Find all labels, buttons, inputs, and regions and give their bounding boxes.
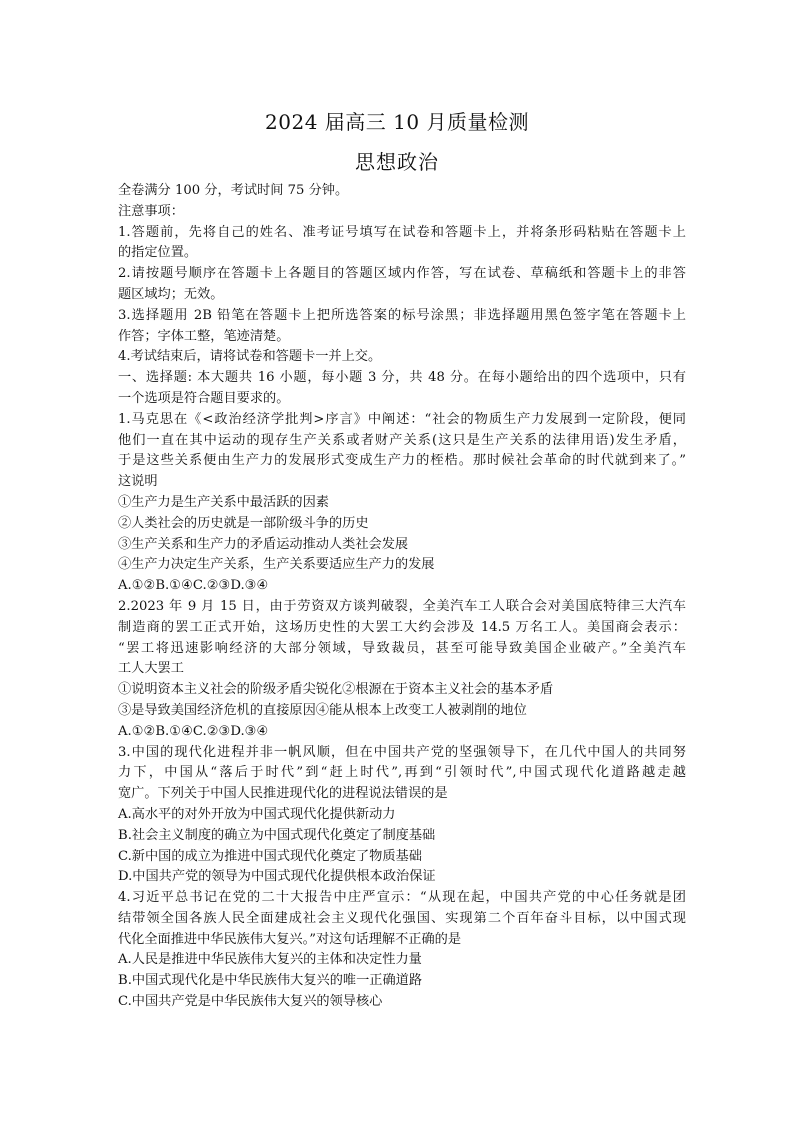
- text-line: 全卷满分 100 分，考试时间 75 分钟。: [118, 183, 349, 198]
- text-line: A.高水平的对外开放为中国式现代化提供新动力: [118, 806, 396, 822]
- text-line: 2.2023 年 9 月 15 日，由于劳资双方谈判破裂，全美汽车工人联合会对美国底特律三大汽车: [118, 598, 686, 614]
- text-line: C.中国共产党是中华民族伟大复兴的领导核心: [118, 994, 383, 1010]
- text-line: ①生产力是生产关系中最活跃的因素: [118, 494, 329, 510]
- text-line: ②人类社会的历史就是一部阶级斗争的历史: [118, 515, 369, 531]
- text-line: 代化全面推进中华民族伟大复兴。”对这句话理解不正确的是: [118, 931, 462, 947]
- subject-title: 思想政治: [355, 150, 439, 174]
- text-line: 2.请按题号顺序在答题卡上各题目的答题区域内作答，写在试卷、草稿纸和答题卡上的非答: [118, 266, 686, 282]
- text-line: A.人民是推进中华民族伟大复兴的主体和决定性力量: [118, 952, 422, 968]
- text-line: D.中国共产党的领导为中国式现代化提供根本政治保证: [118, 869, 436, 885]
- text-line: 结带领全国各族人民全面建成社会主义现代化强国、实现第二个百年奋斗目标，以中国式现: [118, 910, 686, 926]
- text-line: 一、选择题: 本大题共 16 小题，每小题 3 分，共 48 分。在每小题给出的四个选项中，只有: [118, 370, 686, 386]
- text-line: 注意事项：: [118, 203, 184, 219]
- text-line: ①说明资本主义社会的阶级矛盾尖锐化②根源在于资本主义社会的基本矛盾: [118, 682, 554, 698]
- text-line: 于是这些关系便由生产力的发展形式变成生产力的桎梏。那时候社会革命的时代就到来了。”: [118, 453, 686, 469]
- text-line: 制造商的罢工正式开始，这场历史性的大罢工大约会涉及 14.5 万名工人。美国商会表示：: [118, 619, 686, 635]
- page-title: 2024 届高三 10 月质量检测: [265, 110, 529, 134]
- text-line: 1.答题前，先将自己的姓名、准考证号填写在试卷和答题卡上，并将条形码粘贴在答题卡上: [118, 224, 686, 240]
- text-line: 题区域均；无效。: [118, 286, 224, 302]
- text-line: 工人大罢工: [118, 661, 184, 677]
- text-line: 他们一直在其中运动的现存生产关系或者财产关系(这只是生产关系的法律用语)发生矛盾，: [118, 432, 686, 448]
- text-line: 1.马克思在《<政治经济学批判>序言》中阐述：“社会的物质生产力发展到一定阶段，便同: [118, 411, 686, 427]
- text-line: 作答；字体工整，笔迹清楚。: [118, 328, 290, 344]
- text-line: 力下，中国从“落后于时代”到“赶上时代”,再到“引领时代”,中国式现代化道路越走越: [118, 765, 686, 781]
- text-line: “罢工将迅速影响经济的大部分领域，导致裁员，甚至可能导致美国企业破产。”全美汽车: [118, 640, 686, 656]
- text-line: 一个选项是符合题目要求的。: [118, 390, 290, 406]
- text-line: 4.习近平总书记在党的二十大报告中庄严宣示：“从现在起，中国共产党的中心任务就是团: [118, 890, 686, 906]
- text-line: 这说明: [118, 474, 158, 490]
- text-line: 宽广。下列关于中国人民推进现代化的进程说法错误的是: [118, 786, 448, 802]
- text-line: B.社会主义制度的确立为中国式现代化奠定了制度基础: [118, 827, 436, 843]
- text-line: 4.考试结束后，请将试卷和答题卡一并上交。: [118, 349, 382, 365]
- text-line: 3.选择题用 2B 铅笔在答题卡上把所选答案的标号涂黑；非选择题用黑色签字笔在答题卡上: [118, 307, 686, 323]
- text-line: 的指定位置。: [118, 245, 198, 261]
- text-line: A.①②B.①④C.②③D.③④: [118, 578, 269, 594]
- text-line: B.中国式现代化是中华民族伟大复兴的唯一正确道路: [118, 973, 423, 989]
- text-line: ④生产力决定生产关系，生产关系要适应生产力的发展: [118, 557, 435, 573]
- text-line: ③是导致美国经济危机的直接原因④能从根本上改变工人被剥削的地位: [118, 702, 527, 718]
- text-line: C.新中国的成立为推进中国式现代化奠定了物质基础: [118, 848, 422, 864]
- exam-body: [118, 181, 686, 1013]
- text-line: ③生产关系和生产力的矛盾运动推动人类社会发展: [118, 536, 409, 552]
- text-line: A.①②B.①④C.②③D.③④: [118, 723, 269, 739]
- text-line: 3.中国的现代化进程并非一帆风顺，但在中国共产党的坚强领导下，在几代中国人的共同努: [118, 744, 686, 760]
